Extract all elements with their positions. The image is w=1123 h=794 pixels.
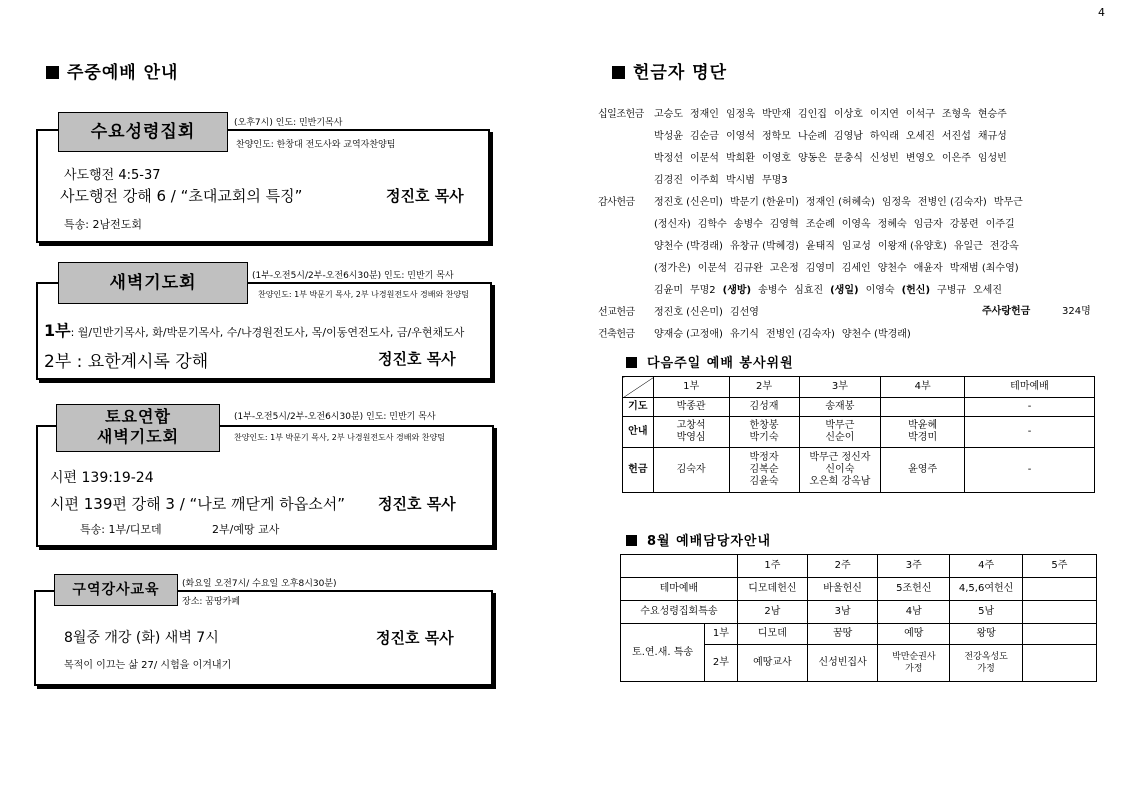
- service-cell: 박종관: [653, 398, 729, 417]
- service-header-cell: 4부: [881, 377, 965, 398]
- donor-name: 고승도: [654, 109, 683, 120]
- education-place: 장소: 꿈땅카페: [182, 597, 241, 607]
- donor-name: 구병규: [937, 285, 967, 296]
- donor-name: 정재인 (허혜숙): [805, 197, 875, 208]
- donor-names: [654, 149, 1014, 164]
- donor-name: 임정욱: [881, 197, 911, 208]
- august-header-cell: 1주: [737, 555, 807, 578]
- service-cell: 박윤혜 박경미: [881, 417, 965, 448]
- donor-name: 이영옥: [841, 219, 871, 230]
- weekly-offering-label: 주사랑헌금: [982, 306, 1031, 317]
- august-title: 8월 예배담당자안내: [626, 530, 771, 549]
- service-header-cell: 2부: [729, 377, 799, 398]
- service-cell: -: [965, 448, 1095, 493]
- donor-name: 오세진: [905, 131, 935, 142]
- donor-name: 박정선: [654, 153, 683, 164]
- august-schedule-table: [620, 554, 1097, 682]
- donor-name: 김규완: [733, 263, 763, 274]
- donor-name: 김선영: [729, 307, 759, 318]
- august-header-cell: 2주: [808, 555, 878, 578]
- august-corner-cell: [621, 555, 738, 578]
- saturday-tab: 토요연합 새벽기도회: [56, 404, 220, 452]
- saturday-special-2: 2부/예땅 교사: [212, 523, 280, 536]
- donor-name: 이지연: [869, 109, 899, 120]
- service-cell: 한창봉 박기숙: [729, 417, 799, 448]
- donor-name: 이석구: [905, 109, 935, 120]
- august-cell: 예땅: [878, 624, 950, 645]
- august-cell: 5남: [950, 601, 1022, 624]
- august-cell: 5조헌신: [878, 578, 950, 601]
- donor-name: 양천수: [877, 263, 907, 274]
- donor-name: 이상호: [833, 109, 863, 120]
- donor-names: [654, 237, 1026, 252]
- august-cell: [1022, 578, 1096, 601]
- donor-names: [654, 127, 1014, 142]
- education-preacher: 정진호 목사: [376, 629, 454, 647]
- education-event: 8월중 개강 (화) 새벽 7시: [64, 630, 219, 646]
- donor-name: 유창규 (박혜경): [729, 241, 799, 252]
- donor-name: 박재범 (최수영): [949, 263, 1019, 274]
- donor-name: 하익래: [869, 131, 899, 142]
- august-subrow-label: 2부: [705, 645, 738, 682]
- service-cell: 박무근 신순이: [799, 417, 881, 448]
- service-row-label: 헌금: [623, 448, 654, 493]
- donor-name: 이왕재 (유양호): [877, 241, 947, 252]
- square-bullet-icon: [46, 66, 59, 79]
- service-row: [623, 398, 1095, 417]
- wednesday-preacher: 정진호 목사: [386, 187, 464, 205]
- donor-name: 양천수 (박경래): [654, 241, 723, 252]
- donor-name: 전병인 (김숙자): [917, 197, 987, 208]
- page-number: 4: [1098, 6, 1105, 19]
- donor-list: [598, 105, 1108, 345]
- service-row-label: 기도: [623, 398, 654, 417]
- august-cell: 전강옥성도 가정: [950, 645, 1022, 682]
- donor-name: 김인집: [797, 109, 827, 120]
- donor-name: 심효진: [794, 285, 824, 296]
- donor-name: 윤태직: [805, 241, 835, 252]
- donor-name: 박희환: [725, 153, 755, 164]
- saturday-praise: 찬양인도: 1부 박문기 목사, 2부 나경원전도사 경배와 찬양팀: [234, 433, 445, 442]
- donor-names: [654, 303, 766, 318]
- education-tab: 구역강사교육: [54, 574, 178, 606]
- august-header-cell: 4주: [950, 555, 1022, 578]
- donor-name: 전병인 (김숙자): [765, 329, 835, 340]
- donor-name: 김영남: [833, 131, 863, 142]
- donor-name: 이문석: [697, 263, 727, 274]
- donor-name: 김윤미: [654, 285, 683, 296]
- square-bullet-icon: [612, 66, 625, 79]
- right-section-title: 헌금자 명단: [612, 58, 727, 83]
- wednesday-passage: 사도행전 4:5-37: [64, 168, 161, 183]
- donor-names: [654, 171, 795, 186]
- donor-category: 선교헌금: [598, 307, 635, 318]
- donor-name: 송병수: [733, 219, 763, 230]
- donor-name: 김학수: [697, 219, 727, 230]
- donor-name: 정재인: [689, 109, 719, 120]
- donor-name: 양천수 (박경래): [841, 329, 911, 340]
- donor-name: 김영미: [805, 263, 835, 274]
- august-row-label: 수요성령집회특송: [621, 601, 738, 624]
- donor-name: 정혜숙: [877, 219, 907, 230]
- left-section-title: 주중예배 안내: [46, 58, 178, 83]
- donor-name: 이영석: [725, 131, 755, 142]
- donor-names: [654, 281, 1009, 296]
- august-subrow-label: 1부: [705, 624, 738, 645]
- donor-category: 감사헌금: [598, 197, 635, 208]
- donor-names: [654, 259, 1026, 274]
- wednesday-info: (오후7시) 인도: 민반기목사: [234, 118, 343, 128]
- august-row: [621, 578, 1097, 601]
- service-cell: 윤영주: [881, 448, 965, 493]
- saturday-passage: 시편 139:19-24: [50, 470, 154, 486]
- august-cell: 예땅교사: [737, 645, 807, 682]
- dawn-tab: 새벽기도회: [58, 262, 248, 304]
- donor-name: 임교성: [841, 241, 871, 252]
- donor-name: 전강옥: [989, 241, 1019, 252]
- donor-name: 이문석: [689, 153, 719, 164]
- donor-name: 박시범: [725, 175, 755, 186]
- donor-name: 변영오: [905, 153, 935, 164]
- dawn-preacher: 정진호 목사: [378, 350, 456, 368]
- donor-name: 오세진: [973, 285, 1002, 296]
- donor-name: 박성윤: [654, 131, 683, 142]
- wednesday-praise: 찬양인도: 한창대 전도사와 교역자찬양팀: [236, 140, 396, 150]
- august-cell: 신성빈집사: [808, 645, 878, 682]
- donor-name: 양재승 (고정애): [654, 329, 723, 340]
- saturday-info: (1부-오전5시/2부-오전6시30분) 인도: 민반기 목사: [234, 412, 436, 422]
- service-header-cell: 테마예배: [965, 377, 1095, 398]
- donor-category: 십일조헌금: [598, 109, 644, 120]
- august-cell: 왕땅: [950, 624, 1022, 645]
- dawn-part1: 1부: 월/민반기목사, 화/박문기목사, 수/나경원전도사, 목/이동연전도사, 금/우현채도사: [44, 321, 465, 340]
- august-row: [621, 624, 1097, 645]
- donor-name: 채규성: [977, 131, 1007, 142]
- service-committee-title: 다음주일 예배 봉사위원: [626, 352, 794, 371]
- saturday-special-1: 특송: 1부/디모데: [80, 523, 162, 536]
- donor-name: 임금자: [913, 219, 943, 230]
- education-note: 목적이 이끄는 삶 27/ 시험을 이겨내기: [64, 660, 232, 671]
- august-row-label: 토.연.새. 특송: [621, 624, 705, 682]
- service-header-cell: 1부: [653, 377, 729, 398]
- donor-name: 무명2: [689, 285, 716, 296]
- donor-name: (생방): [722, 285, 752, 296]
- august-cell: 4남: [878, 601, 950, 624]
- education-time: (화요일 오전7시/ 수요일 오후8시30분): [182, 579, 337, 589]
- donor-name: 유기식: [729, 329, 759, 340]
- service-row: [623, 448, 1095, 493]
- donor-name: 임정욱: [725, 109, 755, 120]
- service-committee-table: [622, 376, 1095, 493]
- donor-name: 김세인: [841, 263, 871, 274]
- august-cell: 바울헌신: [808, 578, 878, 601]
- august-row: [621, 601, 1097, 624]
- august-row-label: 테마예배: [621, 578, 738, 601]
- donor-name: 나순례: [797, 131, 827, 142]
- wednesday-special: 특송: 2남전도회: [64, 218, 142, 231]
- service-cell: -: [965, 398, 1095, 417]
- donor-names: [654, 215, 1022, 230]
- donor-name: 임성빈: [977, 153, 1007, 164]
- donor-name: 정진호 (신은미): [654, 197, 723, 208]
- donor-name: 강봉련: [949, 219, 979, 230]
- service-cell: 김숙자: [653, 448, 729, 493]
- diagonal-corner-cell: [623, 377, 654, 398]
- service-cell: 박무근 정신자 신이숙 오은희 강옥남: [799, 448, 881, 493]
- donor-name: 고은정: [769, 263, 799, 274]
- august-cell: [1022, 645, 1096, 682]
- square-bullet-icon: [626, 357, 637, 368]
- august-cell: [1022, 601, 1096, 624]
- donor-name: (정가은): [654, 263, 691, 274]
- donor-name: 유일근: [953, 241, 983, 252]
- august-cell: 3남: [808, 601, 878, 624]
- august-cell: 2남: [737, 601, 807, 624]
- donor-name: (헌신): [901, 285, 931, 296]
- donor-name: 조형욱: [941, 109, 971, 120]
- donor-name: 송병수: [758, 285, 788, 296]
- donor-category: 건축헌금: [598, 329, 635, 340]
- donor-names: [654, 105, 1014, 120]
- donor-name: 김영혁: [769, 219, 799, 230]
- donor-name: 무명3: [761, 175, 788, 186]
- wednesday-tab: 수요성령집회: [58, 112, 228, 152]
- donor-name: 정학모: [761, 131, 791, 142]
- wednesday-sermon: 사도행전 강해 6 / “초대교회의 특징”: [60, 187, 303, 205]
- dawn-praise: 찬양인도: 1부 박문기 목사, 2부 나경원전도사 경배와 찬양팀: [258, 290, 469, 299]
- donor-name: 문충식: [833, 153, 863, 164]
- service-cell: [881, 398, 965, 417]
- donor-name: (정신자): [654, 219, 691, 230]
- donor-name: 이은주: [941, 153, 971, 164]
- august-header-cell: 3주: [878, 555, 950, 578]
- weekly-offering-count: 324명: [1062, 306, 1091, 317]
- august-cell: 디모데헌신: [737, 578, 807, 601]
- saturday-preacher: 정진호 목사: [378, 495, 456, 513]
- donor-name: 신성빈: [869, 153, 899, 164]
- donor-name: 이영호: [761, 153, 791, 164]
- donor-name: 서진섭: [941, 131, 971, 142]
- service-row: [623, 417, 1095, 448]
- service-cell: 김성재: [729, 398, 799, 417]
- donor-names: [654, 325, 918, 340]
- donor-name: 박무근: [993, 197, 1023, 208]
- donor-name: 조순례: [805, 219, 835, 230]
- august-header-cell: 5주: [1022, 555, 1096, 578]
- donor-name: 김경진: [654, 175, 683, 186]
- service-cell: -: [965, 417, 1095, 448]
- service-cell: 고창석 박영심: [653, 417, 729, 448]
- donor-name: 현승주: [977, 109, 1007, 120]
- donor-names: [654, 193, 1030, 208]
- donor-name: 이주희: [689, 175, 719, 186]
- square-bullet-icon: [626, 535, 637, 546]
- service-cell: 박정자 김복순 김윤숙: [729, 448, 799, 493]
- august-cell: 꿈땅: [808, 624, 878, 645]
- august-cell: 4,5,6여헌신: [950, 578, 1022, 601]
- august-header-row: [621, 555, 1097, 578]
- dawn-info: (1부-오전5시/2부-오전6시30분) 인도: 민반기 목사: [252, 271, 454, 281]
- donor-name: 이주길: [985, 219, 1015, 230]
- donor-name: (생일): [830, 285, 859, 296]
- donor-name: 박문기 (한윤미): [729, 197, 799, 208]
- service-header-cell: 3부: [799, 377, 881, 398]
- service-header-row: [623, 377, 1095, 398]
- saturday-sermon: 시편 139편 강해 3 / “나로 깨닫게 하옵소서”: [50, 495, 346, 513]
- donor-name: 애윤자: [913, 263, 943, 274]
- donor-name: 이영숙: [865, 285, 895, 296]
- donor-name: 박만재: [761, 109, 791, 120]
- donor-name: 정진호 (신은미): [654, 307, 723, 318]
- august-cell: 디모데: [737, 624, 807, 645]
- service-cell: 송재봉: [799, 398, 881, 417]
- service-row-label: 안내: [623, 417, 654, 448]
- august-cell: 박만순권사 가정: [878, 645, 950, 682]
- august-cell: [1022, 624, 1096, 645]
- dawn-part2: 2부 : 요한계시록 강해: [44, 352, 209, 372]
- donor-name: 양동은: [797, 153, 827, 164]
- donor-name: 김순금: [689, 131, 719, 142]
